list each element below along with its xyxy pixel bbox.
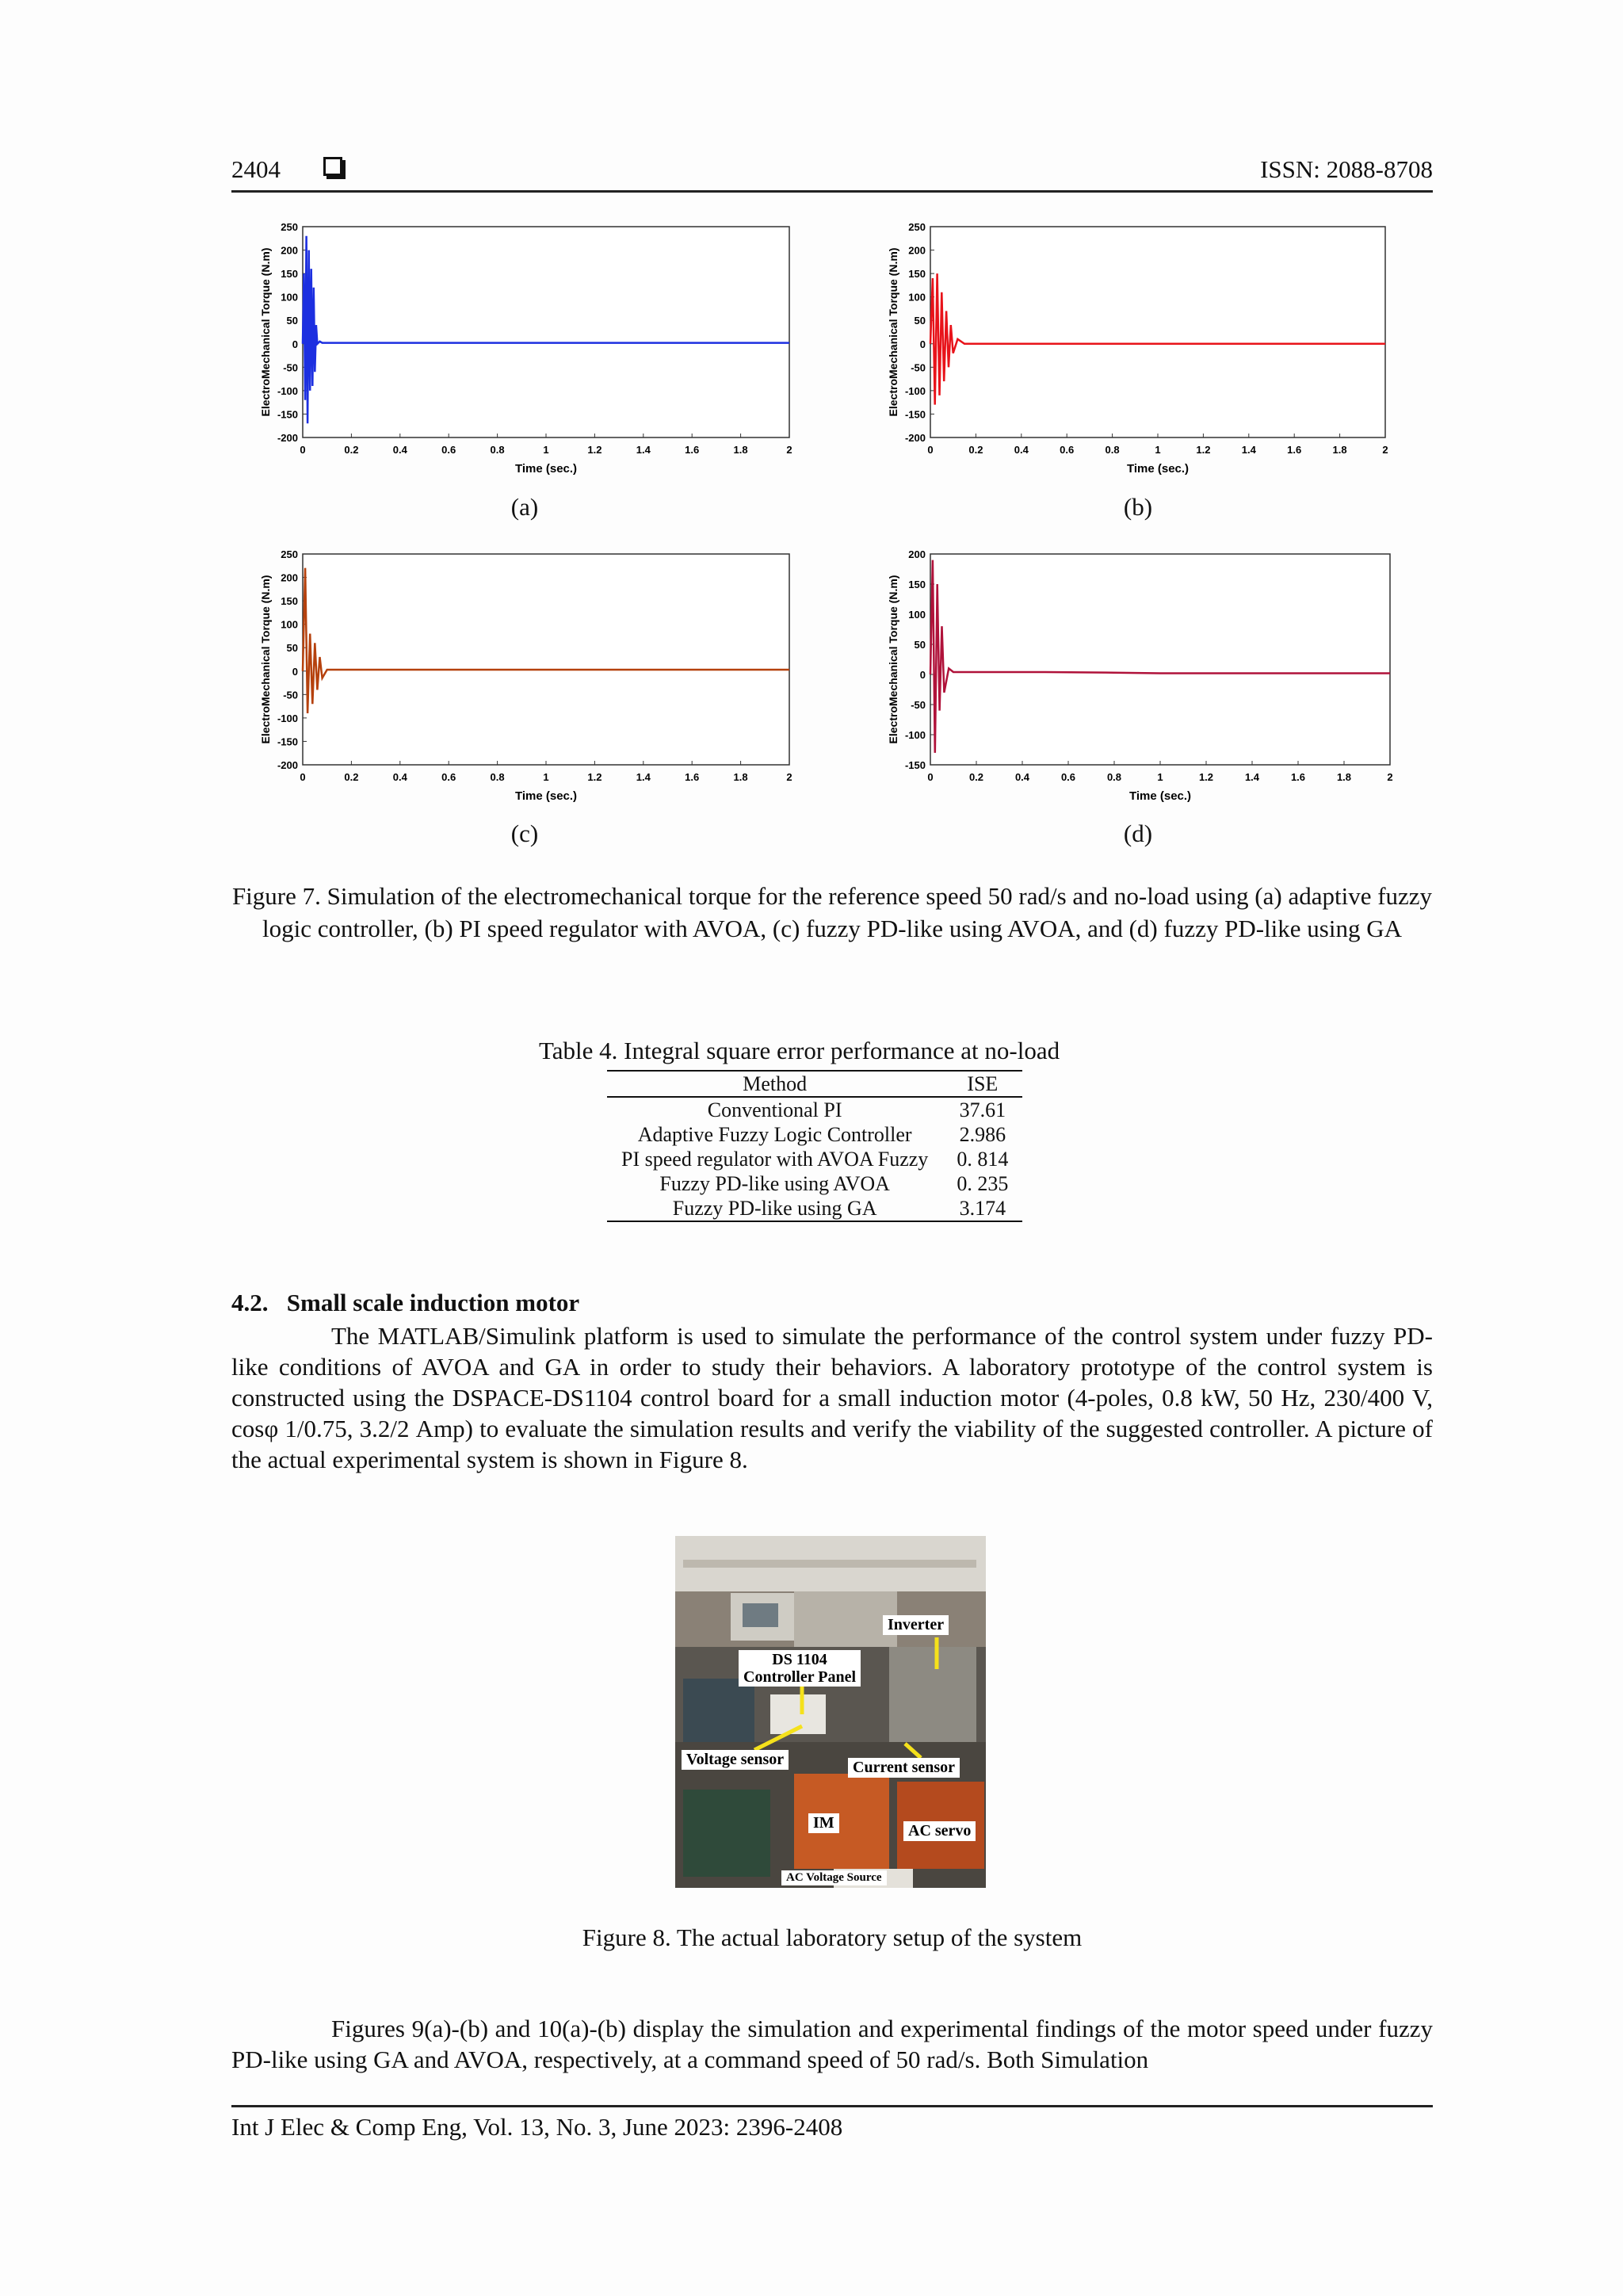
y-tick-label: 100: [908, 609, 926, 621]
subfig-label-c: (c): [510, 819, 539, 847]
x-tick-label: 1: [543, 771, 549, 783]
y-tick-label: -50: [911, 361, 926, 374]
x-tick-label: 1.6: [1290, 771, 1306, 783]
figure-7-caption: Figure 7. Simulation of the electromechanical torque for the reference speed 50 rad/s and no-load using (a) adaptive fuzzy logic controller, (b) PI speed regulator with AVOA, (c) fuzzy PD-like using AVOA, and (d) fuzzy PD-like using GA: [231, 882, 1433, 942]
closing-paragraph: Figures 9(a)-(b) and 10(a)-(b) display the simulation and experimental findings of the motor speed under fuzzy PD-like using GA and AVOA, respectively, at a command speed of 50 rad/s. Both Simulation: [231, 2015, 1433, 2073]
y-tick-label: 200: [281, 244, 298, 257]
plot-svg: [258, 222, 797, 483]
x-tick-label: 0.2: [344, 771, 359, 783]
x-tick-label: 0.8: [1105, 444, 1120, 456]
y-tick-label: 50: [914, 315, 926, 327]
label-ac-servo: AC servo: [903, 1821, 976, 1841]
x-tick-label: 1.6: [685, 771, 700, 783]
x-tick-label: 0.6: [441, 771, 456, 783]
table-cell-ise: 0. 814: [957, 1148, 1009, 1171]
x-axis-label: Time (sec.): [514, 789, 578, 803]
plot-svg: [258, 549, 797, 811]
x-tick-label: 0.4: [1014, 771, 1030, 783]
x-tick-label: 2: [786, 771, 792, 783]
plot-area: [303, 554, 789, 765]
y-tick-label: 0: [292, 665, 298, 678]
page-number: 2404: [231, 155, 281, 183]
plot-area: [930, 227, 1385, 437]
y-tick-label: 100: [281, 618, 298, 631]
subfig-label-b: (b): [1123, 493, 1153, 521]
y-axis-label: ElectroMechanical Torque (N.m): [887, 247, 899, 417]
y-tick-label: -200: [277, 432, 298, 444]
y-tick-label: -100: [904, 729, 926, 741]
x-axis-label: Time (sec.): [1128, 789, 1192, 803]
y-tick-label: -100: [277, 384, 298, 397]
x-tick-label: 1.8: [733, 771, 748, 783]
x-tick-label: 0: [300, 771, 306, 783]
table-row: [607, 1171, 1022, 1196]
x-tick-label: 1.2: [1198, 771, 1214, 783]
y-tick-label: 200: [281, 571, 298, 584]
x-tick-label: 0.6: [1060, 444, 1075, 456]
x-tick-label: 1.6: [685, 444, 700, 456]
table-row: [607, 1196, 1022, 1221]
x-tick-label: 1: [1155, 444, 1161, 456]
y-tick-label: 100: [281, 291, 298, 304]
y-tick-label: 250: [281, 548, 298, 560]
label-ds1104: [739, 1650, 861, 1687]
header-rule: [231, 190, 1433, 193]
x-tick-label: 0: [927, 771, 934, 783]
x-tick-label: 1.2: [587, 771, 602, 783]
x-tick-label: 1.2: [1196, 444, 1211, 456]
x-tick-label: 0.4: [392, 771, 407, 783]
x-tick-label: 1.8: [1332, 444, 1347, 456]
table-4: [607, 1070, 1022, 1222]
table-4-title: Table 4. Integral square error performance at no-load: [539, 1037, 1060, 1064]
subfig-label-a: (a): [510, 493, 539, 521]
footer-rule: [231, 2105, 1433, 2107]
table-cell-method: Fuzzy PD-like using GA: [672, 1197, 877, 1220]
y-tick-label: 150: [908, 268, 926, 281]
plot-svg: [886, 549, 1398, 811]
x-tick-label: 1.4: [636, 771, 651, 783]
x-tick-label: 0.6: [1060, 771, 1076, 783]
table-row: [607, 1147, 1022, 1171]
label-ds1104-line1: DS 1104: [772, 1651, 827, 1668]
y-tick-label: 0: [919, 338, 926, 350]
label-voltage-sensor: Voltage sensor: [682, 1750, 789, 1770]
x-tick-label: 1.6: [1287, 444, 1302, 456]
x-tick-label: 1.8: [1336, 771, 1352, 783]
label-current-sensor: Current sensor: [848, 1758, 960, 1778]
y-tick-label: 250: [908, 221, 926, 233]
x-axis-label: Time (sec.): [1126, 462, 1190, 476]
y-tick-label: -50: [283, 361, 298, 374]
table-header-ise: ISE: [967, 1072, 999, 1095]
x-tick-label: 2: [1387, 771, 1393, 783]
torque-plot-d: [886, 549, 1398, 811]
table-row: [607, 1122, 1022, 1147]
label-controller-panel: Controller Panel: [743, 1668, 857, 1686]
y-tick-label: -200: [904, 432, 926, 444]
y-tick-label: -100: [904, 384, 926, 397]
x-tick-label: 0.8: [490, 771, 505, 783]
label-im: IM: [808, 1813, 839, 1833]
y-tick-label: 150: [281, 595, 298, 608]
torque-plot-a: [258, 222, 797, 483]
footer-citation: Int J Elec & Comp Eng, Vol. 13, No. 3, June 2023: 2396-2408: [231, 2113, 843, 2141]
y-tick-label: 250: [281, 221, 298, 233]
y-tick-label: -150: [277, 735, 298, 748]
x-tick-label: 1.4: [1241, 444, 1256, 456]
section-paragraph: The MATLAB/Simulink platform is used to simulate the performance of the control system under fuzzy PD-like conditions of AVOA and GA in order to study their behaviors. A laboratory prototype of the control system is constructed using the DSPACE-DS1104 control board for a small induction motor (4-poles, 0.8 kW, 50 Hz, 230/400 V, cosφ 1/0.75, 3.2/2 Amp) to evaluate the simulation results and verify the viability of the suggested controller. A picture of the actual experimental system is shown in Figure 8.: [231, 1322, 1433, 1473]
y-tick-label: 200: [908, 244, 926, 257]
y-tick-label: 50: [286, 642, 298, 655]
x-tick-label: 0.4: [392, 444, 407, 456]
label-ac-voltage-source: AC Voltage Source: [781, 1870, 887, 1885]
x-tick-label: 0.4: [1014, 444, 1029, 456]
x-axis-label: Time (sec.): [514, 462, 578, 476]
plot-svg: [886, 222, 1393, 483]
subfig-label-d: (d): [1123, 819, 1153, 847]
y-tick-label: -50: [283, 689, 298, 701]
y-tick-label: -150: [277, 408, 298, 421]
x-tick-label: 1.2: [587, 444, 602, 456]
table-cell-method: PI speed regulator with AVOA Fuzzy: [621, 1148, 929, 1171]
y-axis-label: ElectroMechanical Torque (N.m): [259, 575, 272, 744]
y-tick-label: 150: [908, 579, 926, 590]
label-inverter: Inverter: [883, 1615, 949, 1635]
y-tick-label: 0: [919, 669, 926, 681]
y-tick-label: -100: [277, 712, 298, 724]
x-tick-label: 0.2: [968, 771, 984, 783]
y-tick-label: -200: [277, 759, 298, 771]
plot-area: [303, 227, 789, 437]
x-tick-label: 1: [543, 444, 549, 456]
y-tick-label: -150: [904, 759, 926, 771]
x-tick-label: 0.2: [344, 444, 359, 456]
table-cell-ise: 37.61: [959, 1098, 1006, 1121]
y-axis-label: ElectroMechanical Torque (N.m): [259, 247, 272, 417]
x-tick-label: 0.8: [1106, 771, 1122, 783]
x-tick-label: 0.8: [490, 444, 505, 456]
table-cell-method: Fuzzy PD-like using AVOA: [659, 1172, 890, 1195]
table-row: [607, 1097, 1022, 1122]
x-tick-label: 0: [927, 444, 934, 456]
y-tick-label: 50: [286, 315, 298, 327]
x-tick-label: 0: [300, 444, 306, 456]
lab-setup-photo: [675, 1536, 986, 1888]
table-cell-method: Conventional PI: [707, 1098, 842, 1121]
y-tick-label: 200: [908, 548, 926, 560]
figure-8-caption: Figure 8. The actual laboratory setup of the system: [582, 1924, 1083, 1951]
x-tick-label: 1.8: [733, 444, 748, 456]
y-axis-label: ElectroMechanical Torque (N.m): [887, 575, 899, 744]
torque-plot-b: [886, 222, 1393, 483]
table-cell-method: Adaptive Fuzzy Logic Controller: [637, 1123, 912, 1146]
x-tick-label: 2: [1382, 444, 1388, 456]
section-heading: 4.2. Small scale induction motor: [231, 1289, 580, 1316]
x-tick-label: 0.6: [441, 444, 456, 456]
y-tick-label: -50: [911, 699, 926, 711]
table-cell-ise: 3.174: [959, 1197, 1006, 1220]
x-tick-label: 0.2: [968, 444, 983, 456]
x-tick-label: 1: [1157, 771, 1163, 783]
x-tick-label: 1.4: [636, 444, 651, 456]
table-cell-ise: 2.986: [959, 1123, 1006, 1146]
y-tick-label: -150: [904, 408, 926, 421]
table-cell-ise: 0. 235: [957, 1172, 1009, 1195]
y-tick-label: 0: [292, 338, 298, 350]
y-tick-label: 50: [914, 639, 926, 651]
torque-plot-c: [258, 549, 797, 811]
y-tick-label: 100: [908, 291, 926, 304]
table-header-method: Method: [743, 1072, 808, 1095]
issn: ISSN: 2088-8708: [1260, 155, 1433, 183]
x-tick-label: 2: [786, 444, 792, 456]
plot-area: [930, 554, 1390, 765]
checkbox-bullet-icon: [323, 157, 342, 176]
x-tick-label: 1.4: [1244, 771, 1260, 783]
y-tick-label: 150: [281, 268, 298, 281]
